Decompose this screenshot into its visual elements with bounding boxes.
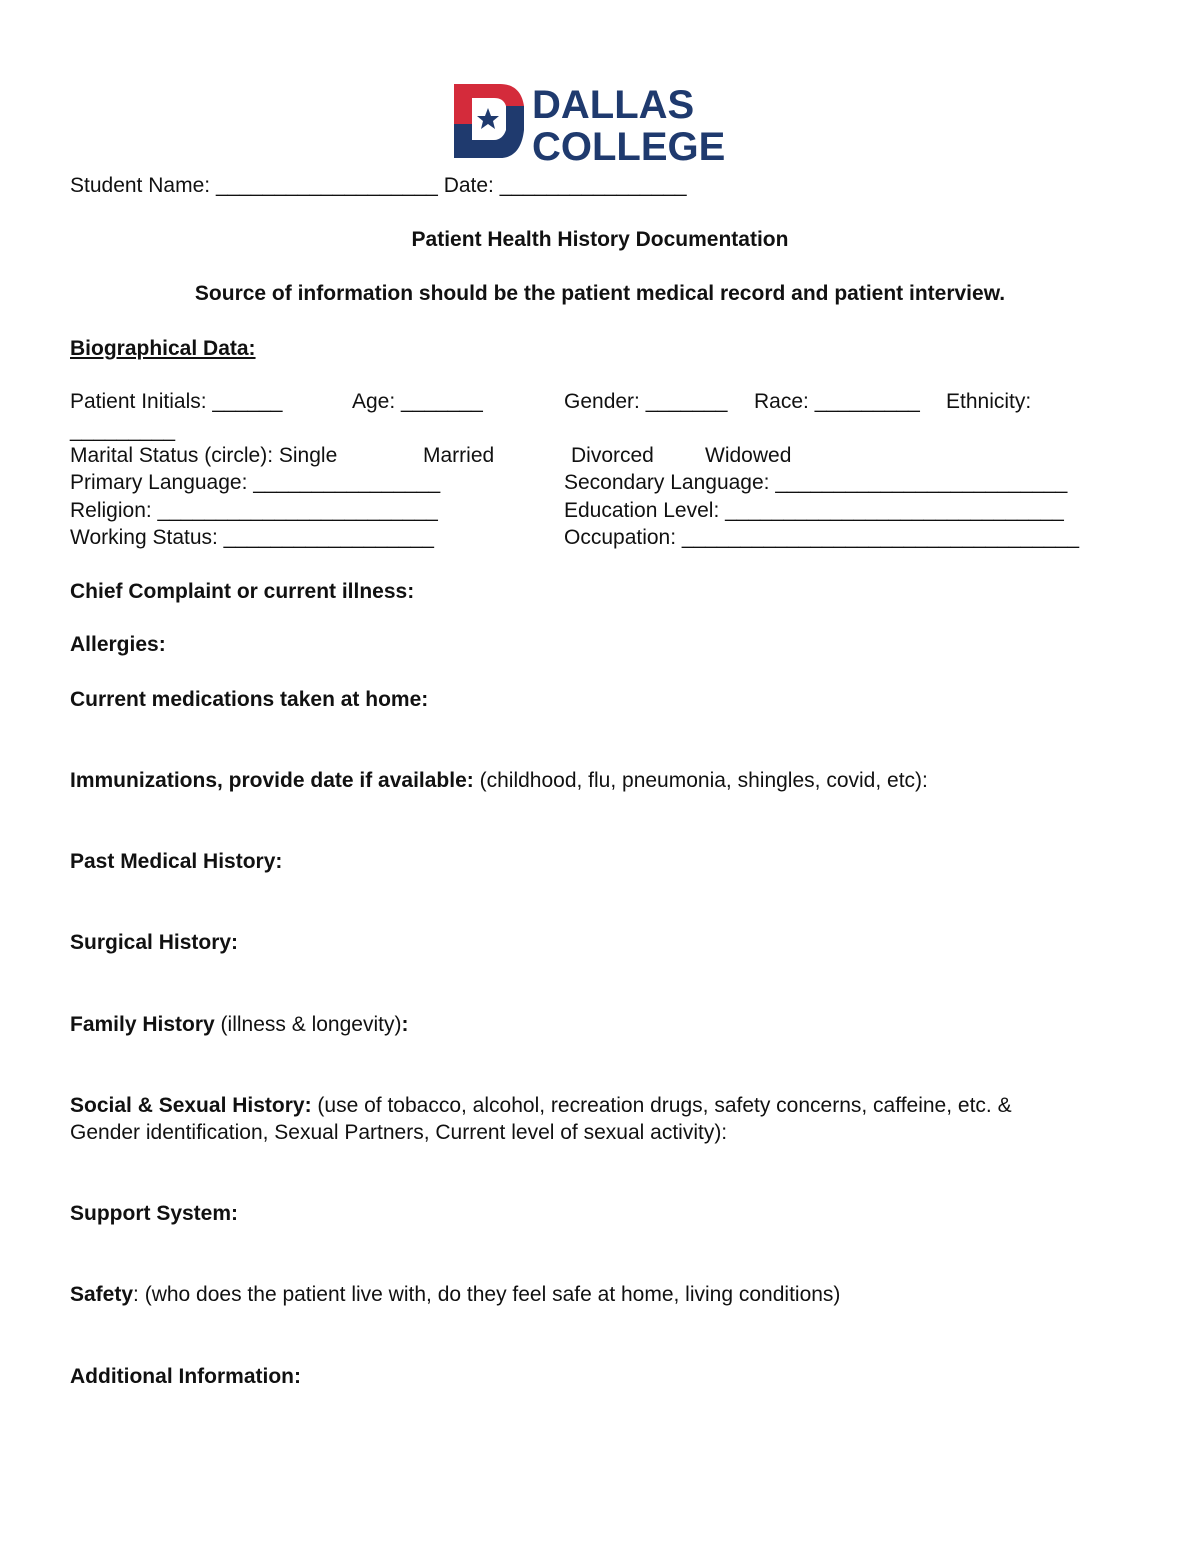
logo-line2: COLLEGE	[532, 125, 726, 164]
safety-line	[70, 1282, 840, 1308]
ethnicity-field[interactable]: _________	[70, 419, 176, 442]
age-field[interactable]: Age: _______	[352, 390, 483, 413]
gender-field[interactable]: Gender: _______	[564, 390, 728, 413]
surgical-heading: Surgical History:	[70, 931, 239, 954]
secondary-language-field[interactable]: Secondary Language: _________________________	[564, 471, 1068, 494]
family-history-note: (illness & longevity)	[214, 1013, 402, 1036]
logo-d-red-bar	[454, 84, 472, 124]
dallas-college-logo	[452, 80, 748, 164]
additional-info-heading: Additional Information:	[70, 1365, 301, 1388]
family-history-colon: :	[401, 1013, 409, 1036]
family-history-heading: Family History	[70, 1013, 215, 1036]
logo-d-blue-right	[506, 106, 524, 130]
date-field[interactable]: ________________	[499, 174, 687, 197]
immunizations-heading: Immunizations, provide date if available:	[70, 769, 474, 792]
page-subtitle: Source of information should be the patient medical record and patient interview.	[194, 282, 1006, 305]
marital-option-widowed[interactable]: Widowed	[705, 444, 792, 467]
logo-line1: DALLAS	[532, 83, 695, 127]
occupation-field[interactable]: Occupation: __________________________________	[564, 526, 1079, 549]
patient-initials-field[interactable]: Patient Initials: ______	[70, 390, 283, 413]
biographical-heading: Biographical Data:	[70, 337, 256, 360]
medications-heading: Current medications taken at home:	[70, 688, 429, 711]
family-history-line	[70, 1012, 408, 1038]
allergies-heading: Allergies:	[70, 633, 166, 656]
race-field[interactable]: Race: _________	[754, 390, 920, 413]
student-name-label: Student Name:	[70, 174, 211, 197]
student-name-field[interactable]: ___________________	[215, 174, 438, 197]
education-level-field[interactable]: Education Level: _____________________________	[564, 499, 1064, 522]
social-history-heading: Social & Sexual History:	[70, 1094, 312, 1117]
marital-status-label[interactable]: Marital Status (circle): Single	[70, 444, 338, 467]
support-system-heading: Support System:	[70, 1202, 239, 1225]
student-name-line	[70, 173, 687, 199]
star-icon	[477, 108, 499, 129]
marital-option-divorced[interactable]: Divorced	[571, 444, 654, 467]
ethnicity-label: Ethnicity:	[946, 390, 1032, 413]
chief-complaint-heading: Chief Complaint or current illness:	[70, 580, 415, 603]
marital-option-married[interactable]: Married	[423, 444, 495, 467]
safety-note: : (who does the patient live with, do they feel safe at home, living conditions)	[133, 1283, 841, 1306]
safety-heading: Safety	[70, 1283, 134, 1306]
immunizations-line	[70, 768, 928, 794]
immunizations-note: (childhood, flu, pneumonia, shingles, covid, etc):	[473, 769, 928, 792]
religion-field[interactable]: Religion: ________________________	[70, 499, 438, 522]
social-history-note: (use of tobacco, alcohol, recreation drugs, safety concerns, caffeine, etc. &	[311, 1094, 1012, 1117]
social-history-line	[70, 1093, 1012, 1119]
past-medical-heading: Past Medical History:	[70, 850, 283, 873]
social-history-note-line2: Gender identification, Sexual Partners, Current level of sexual activity):	[70, 1121, 728, 1144]
page-title: Patient Health History Documentation	[411, 228, 789, 251]
working-status-field[interactable]: Working Status: __________________	[70, 526, 434, 549]
primary-language-field[interactable]: Primary Language: ________________	[70, 471, 441, 494]
date-label: Date:	[443, 174, 494, 197]
